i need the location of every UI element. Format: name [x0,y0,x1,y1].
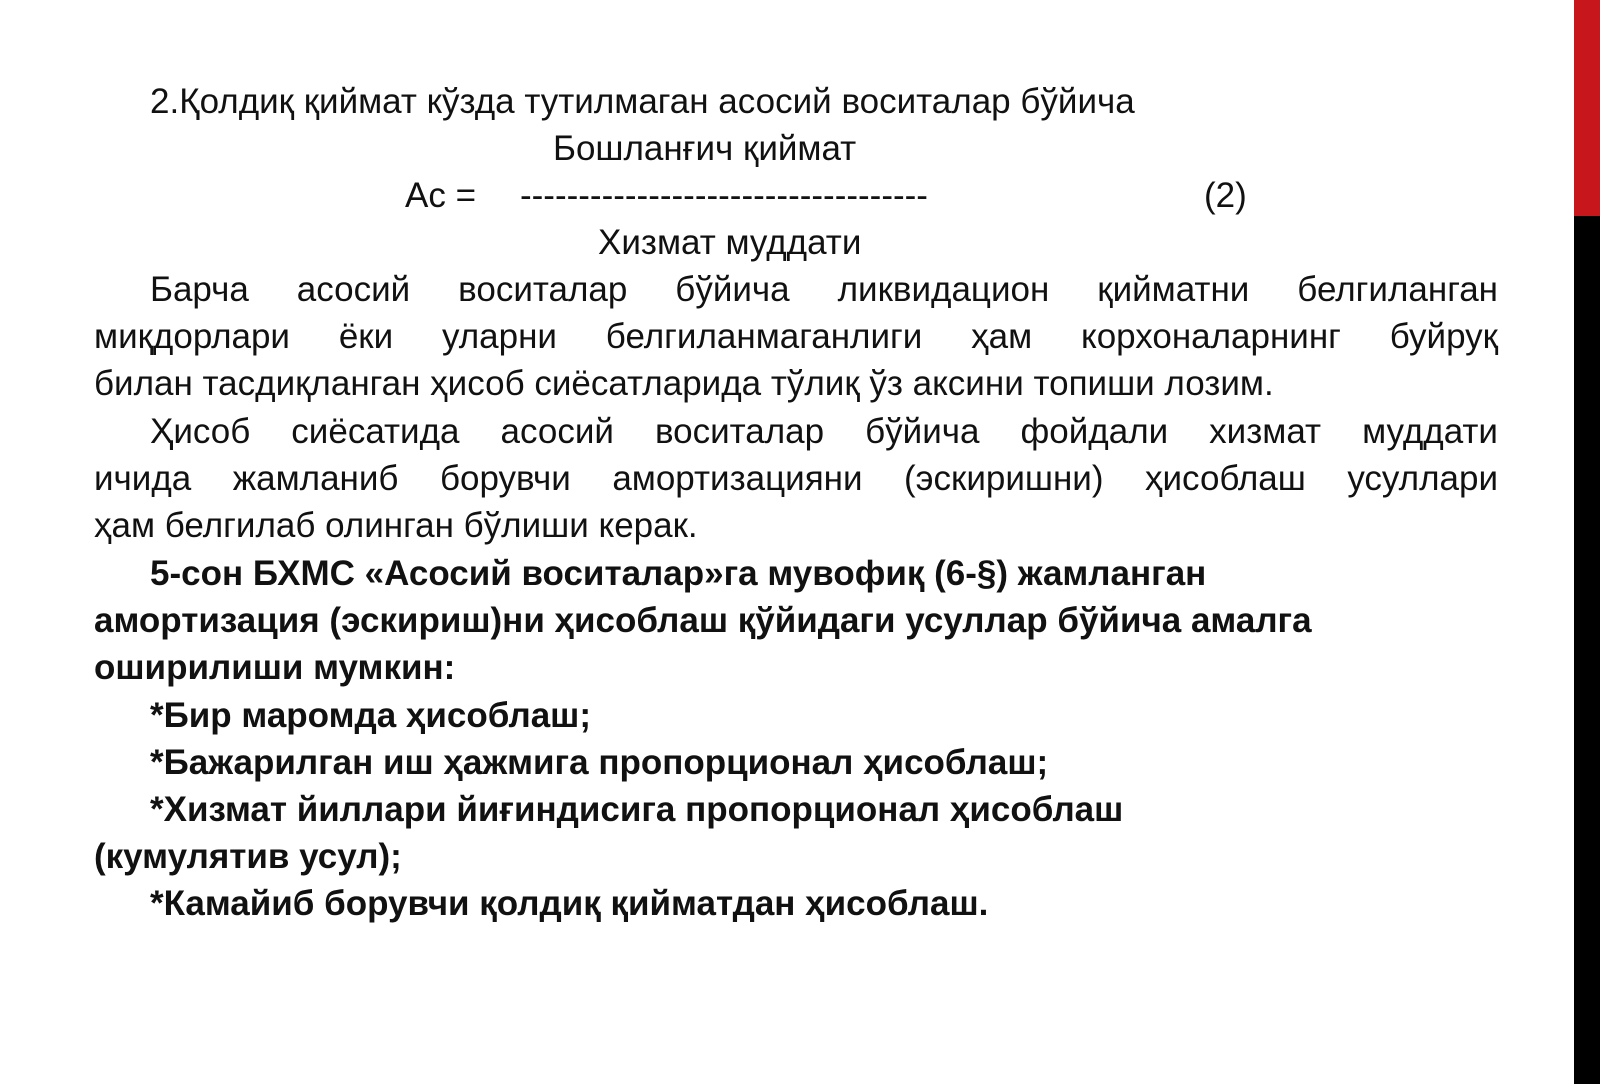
formula-numerator: Бошланғич қиймат [553,129,857,168]
paragraph3-line1: 5-сон БХМС «Асосий воситалар»га мувофиқ (6-§) жамланган [150,554,1207,593]
paragraph1-line2: миқдорлари ёки уларни белгиланмаганлиги ҳам корхоналарнинг буйруқ [94,317,1498,356]
method-item-3-continuation: (кумулятив усул); [94,837,402,876]
paragraph1-line3: билан тасдиқланган ҳисоб сиёсатларида тўлиқ ўз аксини топиши лозим. [94,364,1274,403]
side-bar-red [1574,0,1600,216]
paragraph1-line1: Барча асосий воситалар бўйича ликвидацион қийматни белгиланган [150,270,1498,309]
paragraph3-line2: амортизация (эскириш)ни ҳисоблаш қўйидаги усуллар бўйича амалга [94,601,1312,640]
method-item-2: *Бажарилган иш ҳажмига пропорционал ҳисоблаш; [150,743,1049,782]
side-bar-black [1574,216,1600,1084]
formula-lhs: Ас = [405,176,477,215]
formula-divider: ----------------------------------- [520,176,928,215]
paragraph2-line1: Ҳисоб сиёсатида асосий воситалар бўйича фойдали хизмат муддати [150,412,1498,451]
paragraph3-line3: оширилиши мумкин: [94,648,456,687]
paragraph2-line2: ичида жамланиб борувчи амортизацияни (эскиришни) ҳисоблаш усуллари [94,459,1498,498]
paragraph2-line3: ҳам белгилаб олинган бўлиши керак. [94,506,698,545]
formula-number: (2) [1204,176,1247,215]
method-item-4: *Камайиб борувчи қолдиқ қийматдан ҳисоблаш. [150,884,989,923]
formula-denominator: Хизмат муддати [598,223,862,262]
method-item-3: *Хизмат йиллари йиғиндисига пропорционал ҳисоблаш [150,790,1124,829]
method-item-1: *Бир маромда ҳисоблаш; [150,696,591,735]
heading: 2.Қолдиқ қиймат кўзда тутилмаган асосий воситалар бўйича [150,82,1135,121]
